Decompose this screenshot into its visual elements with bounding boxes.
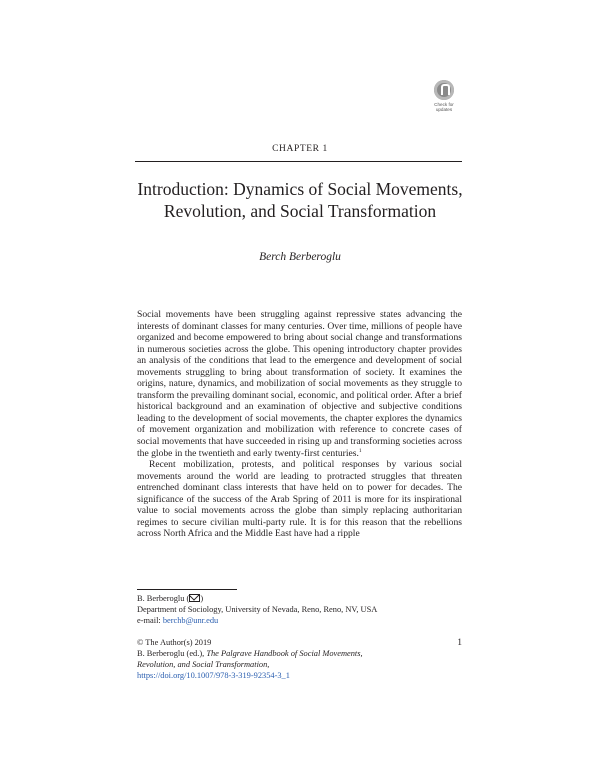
email-label: e-mail:	[137, 616, 163, 625]
book-title-line-2: Revolution, and Social Transformation	[137, 660, 268, 669]
email-link[interactable]: berchb@unr.edu	[162, 616, 219, 625]
affiliation-email-line	[137, 615, 462, 626]
citation-title-line-2	[137, 659, 462, 670]
chapter-rule	[135, 161, 462, 162]
title-line-2: Revolution, and Social Transformation	[163, 201, 437, 221]
check-for-updates-icon	[434, 80, 454, 100]
badge-line-1: Check for	[434, 102, 454, 107]
affiliation-name: B. Berberoglu (	[137, 594, 190, 603]
citation-editor: B. Berberoglu (ed.),	[137, 649, 207, 658]
chapter-label: CHAPTER 1	[272, 144, 328, 154]
footnote-ref[interactable]: 1	[358, 447, 362, 454]
body-text	[137, 309, 462, 540]
copyright-line: © The Author(s) 2019	[137, 638, 212, 647]
affiliation-name-line	[137, 593, 462, 604]
page-number: 1	[457, 637, 462, 648]
badge-text	[429, 102, 459, 112]
citation-editor-line	[137, 648, 462, 659]
book-title-end: ,	[267, 660, 270, 669]
paragraph-1-text: Social movements have been struggling against repressive states advancing the interests of dominant classes for many centuries. Over time, millions of people have organized and become empowered to bring about social change and transformations in numerous societies across the globe. This opening introductory chapter provides an analysis of the conditions that lead to the emergence and development of social movements struggling to bring about transformation of society. It examines the origins, nature, dynamics, and mobilization of social movements as they struggle to transform the prevailing dominant social, economic, and political order. After a brief historical background and an examination of objective and subjective conditions leading to the development of social movements, the chapter explores the dynamics of movement organization and mobilization with reference to concrete cases of social movements that have succeeded in rising up and transforming societies across the globe in the twentieth and early twenty-first centuries.	[137, 309, 462, 459]
doi-line	[137, 670, 462, 681]
affiliation-department: Department of Sociology, University of Nevada, Reno, Reno, NV, USA	[137, 605, 378, 614]
affiliation-name-close: )	[200, 594, 204, 603]
citation-block	[137, 637, 462, 681]
badge-line-2: updates	[435, 107, 453, 112]
chapter-title	[120, 178, 480, 222]
paragraph-1	[137, 309, 462, 459]
envelope-icon	[189, 594, 200, 602]
book-title-line-1: The Palgrave Handbook of Social Movements,	[206, 649, 363, 658]
footnote-rule	[137, 589, 237, 590]
check-for-updates-badge[interactable]	[429, 80, 459, 114]
author-name: Berch Berberoglu	[259, 251, 341, 263]
doi-link[interactable]: https://doi.org/10.1007/978-3-319-92354-3_1	[137, 671, 290, 680]
title-line-1: Introduction: Dynamics of Social Movements,	[137, 179, 463, 199]
author-affiliation	[137, 593, 462, 626]
paragraph-2: Recent mobilization, protests, and political responses by various social movements around the world are leading to protracted struggles that threaten entrenched dominant class interests that have held on to power for decades. The significance of the success of the Arab Spring of 2011 is more for its inspirational value to social movements across the globe than simply replacing authoritarian regimes to secure civilian multi-party rule. It is for this reason that the rebellions across North Africa and the Middle East have had a ripple	[137, 459, 462, 540]
